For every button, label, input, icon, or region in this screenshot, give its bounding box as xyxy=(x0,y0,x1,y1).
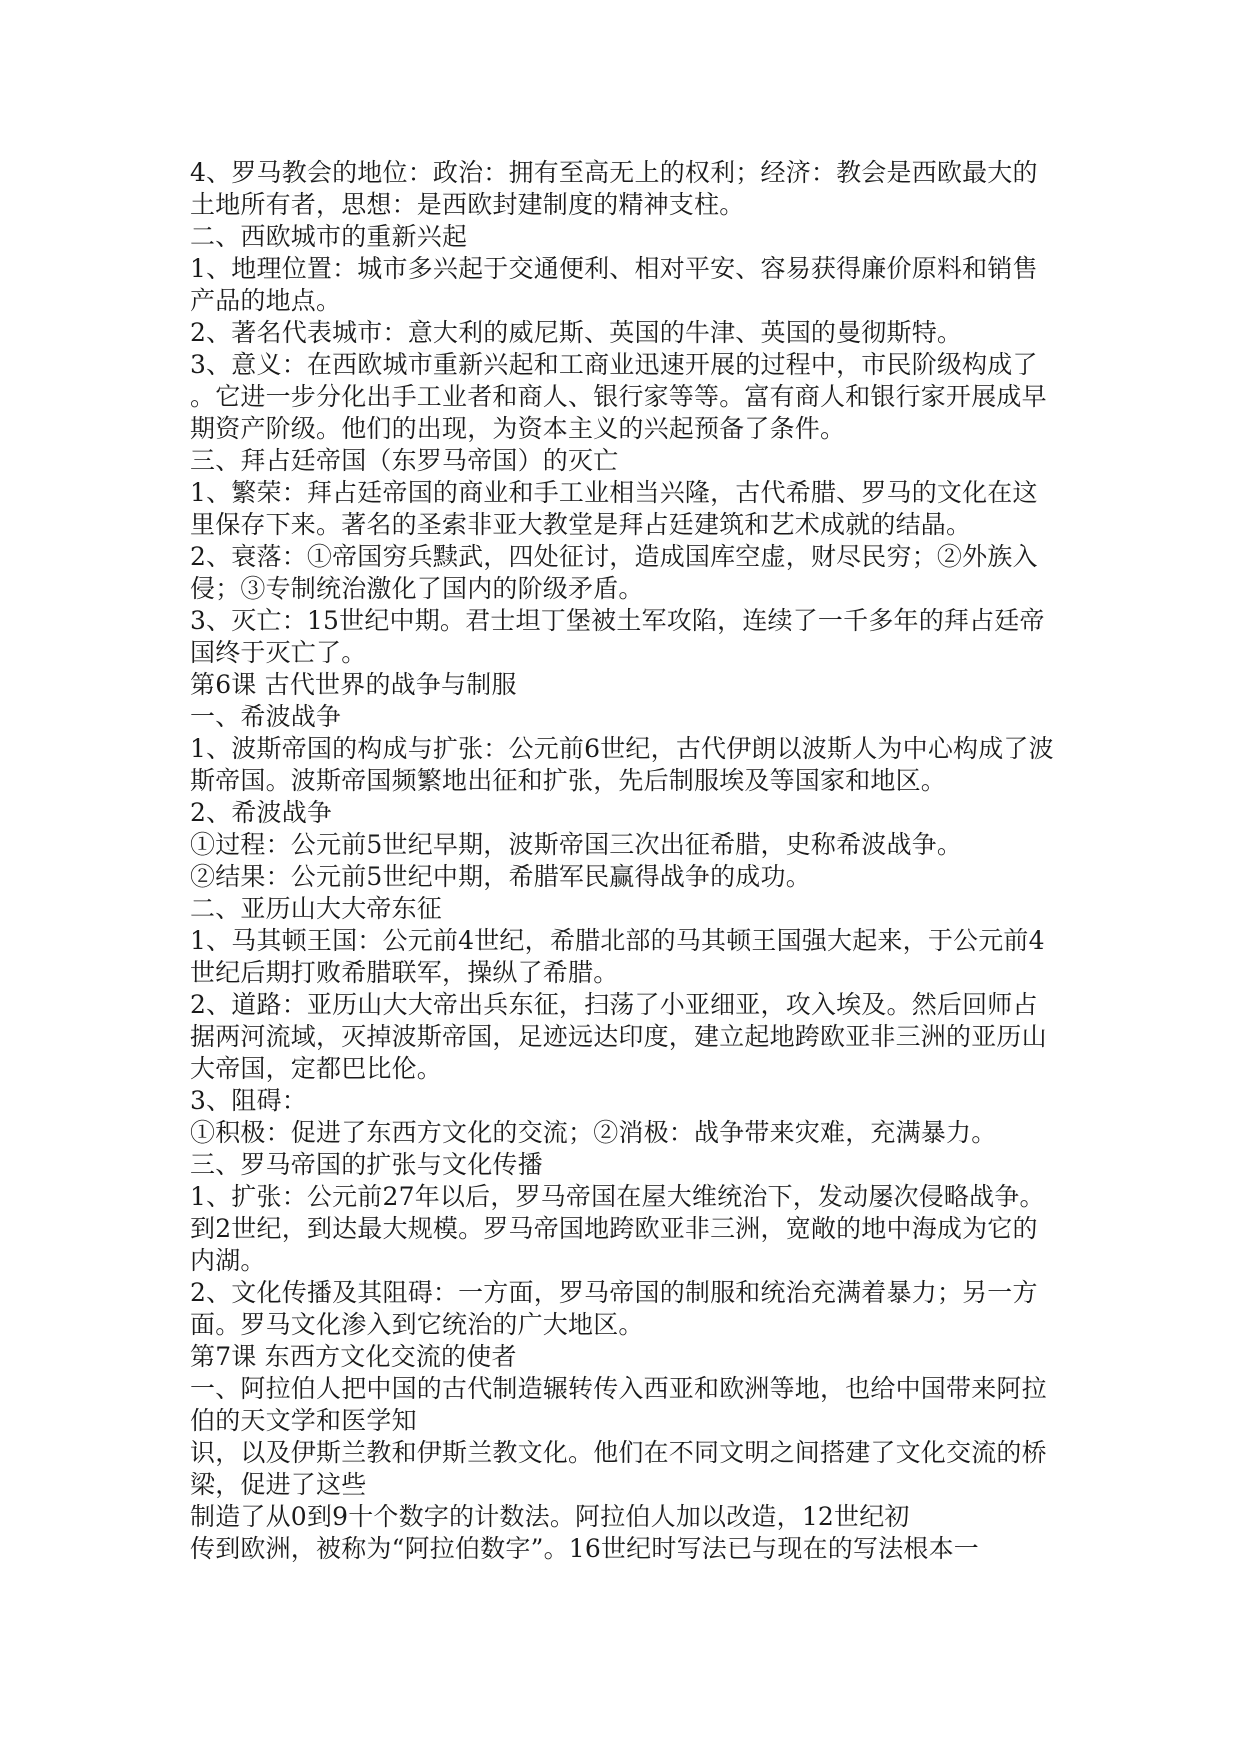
text-line: ①过程：公元前5世纪早期，波斯帝国三次出征希腊，史称希波战争。 xyxy=(190,830,963,859)
text-line: 据两河流域，灭掉波斯帝国，足迹远达印度，建立起地跨欧亚非三洲的亚历山 xyxy=(190,1022,1047,1051)
text-line: 国终于灭亡了。 xyxy=(190,638,367,667)
text-line: 里保存下来。著名的圣索非亚大教堂是拜占廷建筑和艺术成就的结晶。 xyxy=(190,510,972,539)
section-heading: 三、拜占廷帝国（东罗马帝国）的灭亡 xyxy=(190,446,619,475)
text-line: ①积极：促进了东西方文化的交流；②消极：战争带来灾难，充满暴力。 xyxy=(190,1118,997,1147)
text-line: 土地所有者，思想：是西欧封建制度的精神支柱。 xyxy=(190,190,745,219)
text-line: 世纪后期打败希腊联军，操纵了希腊。 xyxy=(190,958,619,987)
text-line: 1、扩张：公元前27年以后，罗马帝国在屋大维统治下，发动屡次侵略战争。 xyxy=(190,1182,1045,1211)
text-line: 梁，促进了这些 xyxy=(190,1470,367,1499)
text-line: 制造了从0到9十个数字的计数法。阿拉伯人加以改造，12世纪初 xyxy=(190,1502,910,1531)
section-heading: 二、亚历山大大帝东征 xyxy=(190,894,443,923)
text-line: 一、阿拉伯人把中国的古代制造辗转传入西亚和欧洲等地，也给中国带来阿拉 xyxy=(190,1374,1047,1403)
text-line: 大帝国，定都巴比伦。 xyxy=(190,1054,443,1083)
lesson-heading: 第7课 东西方文化交流的使者 xyxy=(190,1342,517,1371)
section-heading: 一、希波战争 xyxy=(190,702,342,731)
text-line: 斯帝国。波斯帝国频繁地出征和扩张，先后制服埃及等国家和地区。 xyxy=(190,766,947,795)
text-line: 1、波斯帝国的构成与扩张：公元前6世纪，古代伊朗以波斯人为中心构成了波 xyxy=(190,734,1054,763)
text-line: 4、罗马教会的地位：政治：拥有至高无上的权利；经济：教会是西欧最大的 xyxy=(190,158,1038,187)
text-line: 伯的天文学和医学知 xyxy=(190,1406,417,1435)
text-line: 1、繁荣：拜占廷帝国的商业和手工业相当兴隆，古代希腊、罗马的文化在这 xyxy=(190,478,1038,507)
text-line: 2、衰落：①帝国穷兵黩武，四处征讨，造成国库空虚，财尽民穷；②外族入 xyxy=(190,542,1038,571)
text-line: 面。罗马文化渗入到它统治的广大地区。 xyxy=(190,1310,644,1339)
text-line: 2、希波战争 xyxy=(190,798,333,827)
text-line: 产品的地点。 xyxy=(190,286,342,315)
text-line: ②结果：公元前5世纪中期，希腊军民赢得战争的成功。 xyxy=(190,862,811,891)
text-line: 2、著名代表城市：意大利的威尼斯、英国的牛津、英国的曼彻斯特。 xyxy=(190,318,963,347)
text-line: 期资产阶级。他们的出现，为资本主义的兴起预备了条件。 xyxy=(190,414,846,443)
text-line: 1、马其顿王国：公元前4世纪，希腊北部的马其顿王国强大起来，于公元前4 xyxy=(190,926,1045,955)
section-heading: 二、西欧城市的重新兴起 xyxy=(190,222,468,251)
text-line: 3、灭亡：15世纪中期。君士坦丁堡被土军攻陷，连续了一千多年的拜占廷帝 xyxy=(190,606,1045,635)
text-line: 。它进一步分化出手工业者和商人、银行家等等。富有商人和银行家开展成早 xyxy=(190,382,1047,411)
text-line: 到2世纪，到达最大规模。罗马帝国地跨欧亚非三洲，宽敞的地中海成为它的 xyxy=(190,1214,1038,1243)
section-heading: 三、罗马帝国的扩张与文化传播 xyxy=(190,1150,543,1179)
text-line: 3、阻碍： xyxy=(190,1086,307,1115)
text-line: 2、文化传播及其阻碍：一方面，罗马帝国的制服和统治充满着暴力；另一方 xyxy=(190,1278,1038,1307)
text-line: 3、意义：在西欧城市重新兴起和工商业迅速开展的过程中，市民阶级构成了 xyxy=(190,350,1038,379)
document-body xyxy=(190,157,1054,1565)
text-line: 1、地理位置：城市多兴起于交通便利、相对平安、容易获得廉价原料和销售 xyxy=(190,254,1038,283)
lesson-heading: 第6课 古代世界的战争与制服 xyxy=(190,670,517,699)
text-line: 识，以及伊斯兰教和伊斯兰教文化。他们在不同文明之间搭建了文化交流的桥 xyxy=(190,1438,1047,1467)
text-line: 传到欧洲，被称为“阿拉伯数字”。16世纪时写法已与现在的写法根本一 xyxy=(190,1534,979,1563)
text-line: 内湖。 xyxy=(190,1246,266,1275)
text-line: 2、道路：亚历山大大帝出兵东征，扫荡了小亚细亚，攻入埃及。然后回师占 xyxy=(190,990,1038,1019)
text-line: 侵；③专制统治激化了国内的阶级矛盾。 xyxy=(190,574,644,603)
